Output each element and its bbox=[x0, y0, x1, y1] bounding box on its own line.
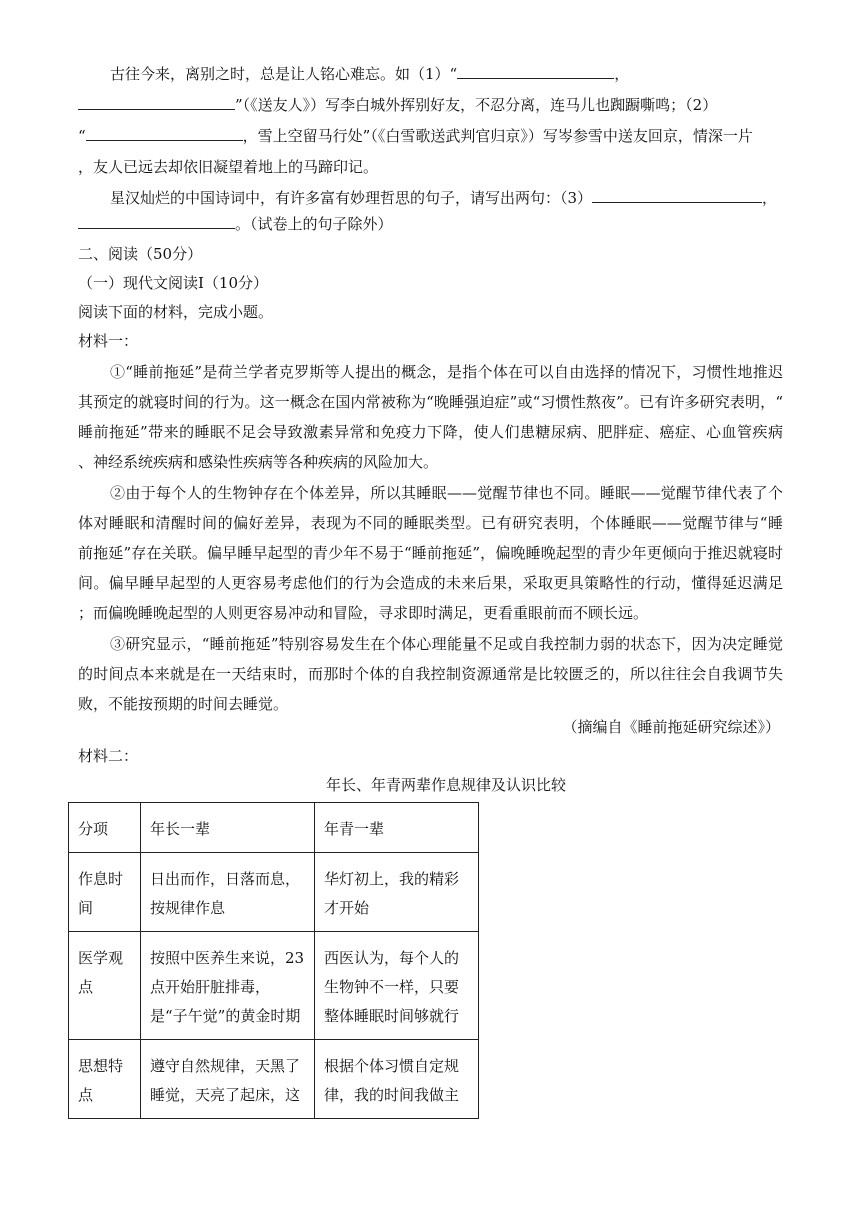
text: ， bbox=[762, 189, 778, 207]
source-citation: （摘编自《睡前拖延研究综述》） bbox=[562, 718, 780, 736]
answer-blank-1b[interactable] bbox=[78, 95, 235, 110]
table-row bbox=[69, 1040, 479, 1119]
m1-p1-line-3: 睡前拖延”带来的睡眠不足会导致激素异常和免疫力下降，使人们患糖尿病、肥胖症、癌症、心血管疾病 bbox=[78, 423, 783, 441]
m1-p2-line-4: 间。偏早睡早起型的人更容易考虑他们的行为会造成的未来后果，采取更具策略性的行动，懂得延迟满足 bbox=[78, 574, 783, 592]
m1-p1-line-1: ①“睡前拖延”是荷兰学者克罗斯等人提出的概念，是指个体在可以自由选择的情况下，习惯性地推迟 bbox=[110, 363, 783, 381]
m1-p2-line-3: 前拖延”存在关联。偏早睡早起型的青少年不易于“睡前拖延”，偏晚睡晚起型的青少年更倾向于推迟就寝时 bbox=[78, 544, 783, 562]
table-caption: 年长、年青两辈作息规律及认识比较 bbox=[326, 776, 567, 794]
m1-p2-line-2: 体对睡眠和清醒时间的偏好差异，表现为不同的睡眠类型。已有研究表明，个体睡眠——觉醒节律与“睡 bbox=[78, 514, 783, 532]
text: ”（《送友人》）写李白城外挥别好友，不忍分离，连马儿也踟蹰嘶鸣；（2） bbox=[235, 96, 718, 114]
header-cell: 年青一辈 bbox=[315, 803, 479, 853]
text: ，雪上空留马行处”（《白雪歌送武判官归京》）写岑参雪中送友回京，情深一片 bbox=[242, 127, 753, 145]
instruction: 阅读下面的材料，完成小题。 bbox=[78, 303, 274, 321]
table-cell: 按照中医养生来说，23点开始肝脏排毒，是“子午觉”的黄金时期 bbox=[141, 932, 315, 1040]
recitation-line-1 bbox=[110, 64, 629, 84]
text: 古往今来，离别之时，总是让人铭心难忘。如（1）“ bbox=[110, 65, 458, 83]
m1-p3-line-3: 败，不能按预期的时间去睡觉。 bbox=[78, 695, 289, 713]
subsection-heading: （一）现代文阅读I（10分） bbox=[78, 274, 269, 292]
table-cell: 遵守自然规律，天黑了睡觉，天亮了起床，这 bbox=[141, 1040, 315, 1119]
m1-p1-line-2: 其预定的就寝时间的行为。这一概念在国内常被称为“晚睡强迫症”或“习惯性熬夜”。已有许多研究表明，“ bbox=[78, 393, 783, 411]
header-cell: 年长一辈 bbox=[141, 803, 315, 853]
text: 。（试卷上的句子除外） bbox=[235, 215, 393, 233]
row-label: 医学观点 bbox=[69, 932, 141, 1040]
table-cell: 根据个体习惯自定规律，我的时间我做主 bbox=[315, 1040, 479, 1119]
answer-blank-3b[interactable] bbox=[78, 214, 235, 229]
header-cell: 分项 bbox=[69, 803, 141, 853]
text: ， bbox=[614, 65, 630, 83]
table-cell: 西医认为，每个人的生物钟不一样，只要整体睡眠时间够就行 bbox=[315, 932, 479, 1040]
recitation-line-5 bbox=[110, 188, 777, 208]
comparison-table bbox=[68, 802, 479, 1119]
row-label: 思想特点 bbox=[69, 1040, 141, 1119]
table-row bbox=[69, 853, 479, 932]
answer-blank-3a[interactable] bbox=[592, 188, 762, 203]
recitation-line-4: ，友人已远去却依旧凝望着地上的马蹄印记。 bbox=[78, 158, 379, 176]
answer-blank-2[interactable] bbox=[86, 126, 243, 141]
section-heading: 二、阅读（50分） bbox=[78, 245, 203, 263]
m1-p2-line-1: ②由于每个人的生物钟存在个体差异，所以其睡眠——觉醒节律也不同。睡眠——觉醒节律代表了个 bbox=[110, 484, 783, 502]
table-cell: 华灯初上，我的精彩才开始 bbox=[315, 853, 479, 932]
m1-p1-line-4: 、神经系统疾病和感染性疾病等各种疾病的风险加大。 bbox=[78, 453, 439, 471]
row-label: 作息时间 bbox=[69, 853, 141, 932]
text: 星汉灿烂的中国诗词中，有许多富有妙理哲思的句子，请写出两句：（3） bbox=[110, 189, 593, 207]
table-cell: 日出而作，日落而息，按规律作息 bbox=[141, 853, 315, 932]
m1-p3-line-2: 的时间点本来就是在一天结束时，而那时个体的自我控制资源通常是比较匮乏的，所以往往会自我调节失 bbox=[78, 665, 783, 683]
table-header-row bbox=[69, 803, 479, 853]
recitation-line-2 bbox=[78, 95, 717, 115]
table-row bbox=[69, 932, 479, 1040]
material-two-label: 材料二： bbox=[78, 747, 139, 765]
m1-p3-line-1: ③研究显示，“睡前拖延”特别容易发生在个体心理能量不足或自我控制力弱的状态下，因为决定睡觉 bbox=[110, 635, 783, 653]
answer-blank-1a[interactable] bbox=[457, 64, 614, 79]
text: “ bbox=[78, 127, 86, 145]
material-one-label: 材料一： bbox=[78, 332, 139, 350]
recitation-line-6 bbox=[78, 214, 393, 234]
recitation-line-3 bbox=[78, 126, 753, 146]
m1-p2-line-5: ；而偏晚睡晚起型的人则更容易冲动和冒险，寻求即时满足，更看重眼前而不顾长远。 bbox=[78, 604, 649, 622]
